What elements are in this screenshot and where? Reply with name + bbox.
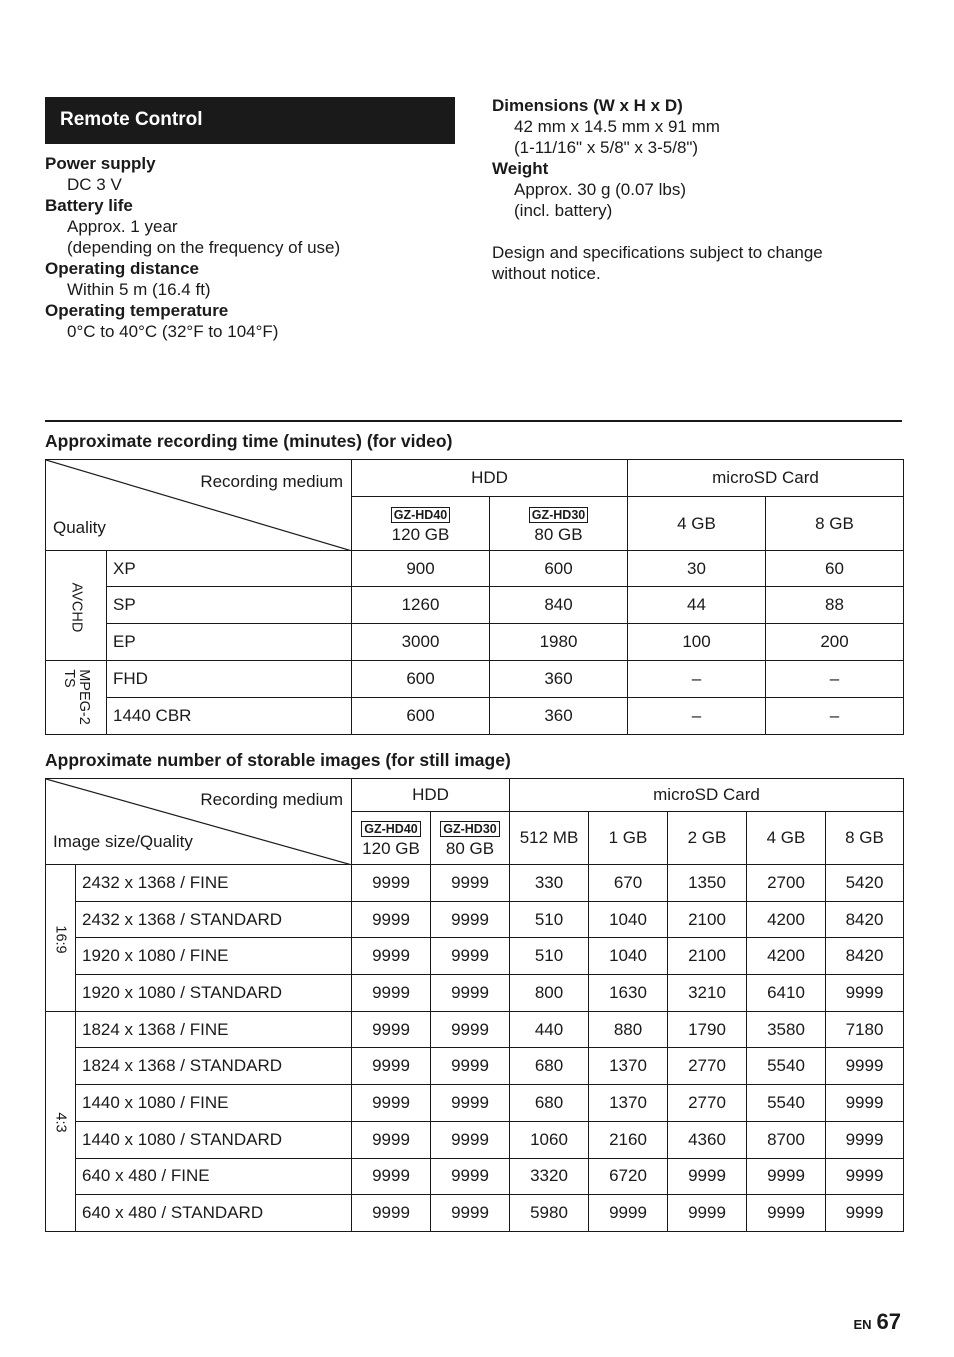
remote-control-specs [45,153,340,342]
still-table-body [46,865,904,1232]
value-cell: 1980 [490,624,628,661]
value-cell: 5980 [510,1195,589,1232]
value-cell: 600 [490,551,628,587]
value-cell: 680 [510,1048,589,1085]
model-badge: GZ-HD30 [529,507,588,523]
value-cell: 1040 [589,901,668,938]
value-cell: 9999 [668,1195,747,1232]
table-row [46,975,904,1012]
spec-value: Approx. 1 year [67,217,178,236]
format-label-line: TS [61,669,77,688]
value-cell: 1350 [668,865,747,902]
value-cell: 9999 [431,1195,510,1232]
value-cell: 9999 [431,975,510,1012]
value-cell: 9999 [431,865,510,902]
model-badge: GZ-HD40 [391,507,450,523]
image-size-cell: 640 x 480 / FINE [76,1158,352,1195]
value-cell: 2100 [668,938,747,975]
value-cell: 9999 [352,901,431,938]
value-cell: 510 [510,901,589,938]
value-cell: 100 [628,624,766,661]
value-cell: 9999 [352,1158,431,1195]
corner-quality-label: Quality [53,518,106,537]
sd-column-header: 4 GB [747,812,826,865]
table-row [46,1085,904,1122]
value-cell: 800 [510,975,589,1012]
video-recording-table [45,459,904,735]
hdd-header: HDD [352,779,510,812]
spec-title: Weight [492,159,549,178]
corner-medium-label: Recording medium [200,472,343,491]
spec-title: Dimensions (W x H x D) [492,96,683,115]
capacity-label: 120 GB [391,524,450,544]
value-cell: 510 [510,938,589,975]
value-cell: 9999 [352,1048,431,1085]
image-size-cell: 2432 x 1368 / STANDARD [76,901,352,938]
language-code: EN [853,1317,872,1332]
table-row [46,938,904,975]
quality-cell: SP [107,587,352,624]
hdd-header: HDD [352,460,628,497]
table-corner-header [46,460,352,551]
value-cell: 3580 [747,1011,826,1048]
value-cell: 1260 [352,587,490,624]
spec-title: Battery life [45,196,133,215]
quality-cell: 1440 CBR [107,698,352,735]
aspect-group-cell [46,1011,76,1231]
value-cell: 8420 [826,901,904,938]
remote-control-heading: Remote Control [45,97,455,144]
value-cell: 1630 [589,975,668,1012]
value-cell: 5420 [826,865,904,902]
image-size-cell: 1920 x 1080 / STANDARD [76,975,352,1012]
spec-title: Operating temperature [45,301,229,320]
table-corner-header [46,779,352,865]
image-size-cell: 1824 x 1368 / STANDARD [76,1048,352,1085]
value-cell: 3000 [352,624,490,661]
value-cell: 9999 [826,1085,904,1122]
hdd-column-header [490,497,628,551]
table-row [46,587,904,624]
value-cell: 30 [628,551,766,587]
value-cell: 9999 [431,1158,510,1195]
value-cell: 6410 [747,975,826,1012]
value-cell: 900 [352,551,490,587]
sd-column-header: 512 MB [510,812,589,865]
table-row [46,624,904,661]
format-label-line: MPEG-2 [76,669,92,725]
value-cell: 9999 [431,901,510,938]
spec-value: (depending on the frequency of use) [67,238,341,257]
value-cell: 44 [628,587,766,624]
value-cell: 9999 [352,1195,431,1232]
hdd-column-header [352,497,490,551]
value-cell: 2700 [747,865,826,902]
capacity-label: 80 GB [534,524,583,544]
value-cell: 9999 [826,975,904,1012]
section-divider [45,420,902,422]
aspect-ratio-label: 16:9 [52,925,69,954]
image-size-cell: 1440 x 1080 / STANDARD [76,1121,352,1158]
value-cell: 8420 [826,938,904,975]
table-row [46,1048,904,1085]
value-cell: 9999 [826,1048,904,1085]
value-cell: 9999 [352,975,431,1012]
value-cell: 9999 [747,1195,826,1232]
value-cell: 9999 [352,1085,431,1122]
spec-title: Operating distance [45,259,199,278]
value-cell: 2770 [668,1048,747,1085]
quality-cell: EP [107,624,352,661]
still-image-table [45,778,904,1232]
value-cell: 4360 [668,1121,747,1158]
spec-value: 0°C to 40°C (32°F to 104°F) [67,322,279,341]
table-row [46,1195,904,1232]
spec-value: Within 5 m (16.4 ft) [67,280,211,299]
value-cell: 840 [490,587,628,624]
format-label: AVCHD [68,582,85,632]
microsd-header: microSD Card [628,460,904,497]
value-cell: 2770 [668,1085,747,1122]
value-cell: 1790 [668,1011,747,1048]
hdd-column-header [431,812,510,865]
value-cell: 9999 [431,1048,510,1085]
value-cell: 1370 [589,1048,668,1085]
sd-column-header: 4 GB [628,497,766,551]
value-cell: 9999 [352,865,431,902]
value-cell: – [628,661,766,698]
value-cell: 3320 [510,1158,589,1195]
sd-column-header: 8 GB [826,812,904,865]
value-cell: 600 [352,698,490,735]
sd-column-header: 1 GB [589,812,668,865]
value-cell: 9999 [431,1011,510,1048]
value-cell: 1370 [589,1085,668,1122]
value-cell: 6720 [589,1158,668,1195]
value-cell: 9999 [431,1085,510,1122]
image-size-cell: 640 x 480 / STANDARD [76,1195,352,1232]
change-notice: Design and specifications subject to change [492,243,823,262]
value-cell: 600 [352,661,490,698]
value-cell: 9999 [352,938,431,975]
dimension-specs [492,95,823,284]
value-cell: 880 [589,1011,668,1048]
quality-cell: FHD [107,661,352,698]
value-cell: 2100 [668,901,747,938]
value-cell: 4200 [747,938,826,975]
corner-medium-label: Recording medium [200,790,343,809]
value-cell: 680 [510,1085,589,1122]
value-cell: 200 [766,624,904,661]
image-size-cell: 2432 x 1368 / FINE [76,865,352,902]
image-size-cell: 1440 x 1080 / FINE [76,1085,352,1122]
page-number: 67 [876,1309,901,1334]
format-group-mpeg2 [46,661,107,735]
sd-column-header: 8 GB [766,497,904,551]
value-cell: 360 [490,661,628,698]
table-row [46,1121,904,1158]
page-footer [853,1309,901,1335]
value-cell: 60 [766,551,904,587]
sd-column-header: 2 GB [668,812,747,865]
value-cell: 9999 [668,1158,747,1195]
value-cell: 1040 [589,938,668,975]
value-cell: 670 [589,865,668,902]
image-size-cell: 1824 x 1368 / FINE [76,1011,352,1048]
value-cell: 9999 [589,1195,668,1232]
capacity-label: 120 GB [362,839,420,858]
value-cell: 9999 [747,1158,826,1195]
table-row [46,698,904,735]
still-table-title: Approximate number of storable images (for still image) [45,750,511,770]
corner-size-label: Image size/Quality [53,832,193,851]
value-cell: 9999 [826,1158,904,1195]
model-badge: GZ-HD30 [440,821,499,837]
format-label [61,669,91,725]
value-cell: 3210 [668,975,747,1012]
value-cell: 9999 [826,1121,904,1158]
quality-cell: XP [107,551,352,587]
table-row [46,1011,904,1048]
value-cell: – [628,698,766,735]
format-group-avchd [46,551,107,661]
model-badge: GZ-HD40 [361,821,420,837]
spec-value: 42 mm x 14.5 mm x 91 mm [514,117,720,136]
value-cell: 9999 [431,1121,510,1158]
value-cell: 440 [510,1011,589,1048]
value-cell: – [766,661,904,698]
aspect-ratio-label: 4:3 [52,1112,69,1133]
table-row [46,1158,904,1195]
table-row [46,661,904,698]
value-cell: 9999 [352,1121,431,1158]
value-cell: 88 [766,587,904,624]
value-cell: 4200 [747,901,826,938]
value-cell: 1060 [510,1121,589,1158]
change-notice: without notice. [492,264,601,283]
spec-title: Power supply [45,154,156,173]
spec-value: (1-11/16" x 5/8" x 3-5/8") [514,138,699,157]
aspect-group-cell [46,865,76,1012]
value-cell: – [766,698,904,735]
value-cell: 9999 [431,938,510,975]
capacity-label: 80 GB [445,839,495,858]
microsd-header: microSD Card [510,779,904,812]
hdd-column-header [352,812,431,865]
spec-value: (incl. battery) [514,201,613,220]
value-cell: 360 [490,698,628,735]
value-cell: 9999 [826,1195,904,1232]
value-cell: 9999 [352,1011,431,1048]
value-cell: 7180 [826,1011,904,1048]
table-row [46,901,904,938]
table-row [46,865,904,902]
spec-value: DC 3 V [67,175,122,194]
value-cell: 8700 [747,1121,826,1158]
value-cell: 2160 [589,1121,668,1158]
value-cell: 330 [510,865,589,902]
table-row [46,551,904,587]
spec-value: Approx. 30 g (0.07 lbs) [514,180,686,199]
image-size-cell: 1920 x 1080 / FINE [76,938,352,975]
value-cell: 5540 [747,1085,826,1122]
value-cell: 5540 [747,1048,826,1085]
video-table-title: Approximate recording time (minutes) (for video) [45,431,453,451]
